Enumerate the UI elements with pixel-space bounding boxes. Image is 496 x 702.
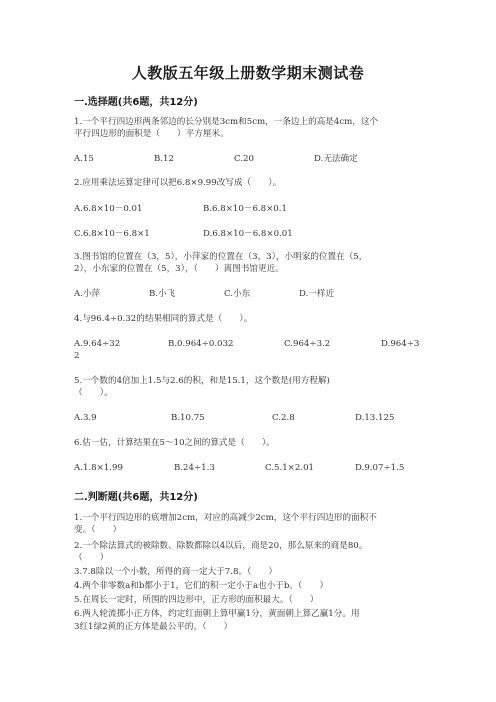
option-c: C.20 xyxy=(234,154,254,164)
judge-line: 变。（ ） xyxy=(74,525,122,535)
option-d-wrap: 2 xyxy=(74,351,80,361)
option-b: B.12 xyxy=(154,154,174,164)
question-line: （ ）。 xyxy=(74,388,113,398)
option-a: A.9.64÷32 xyxy=(74,339,121,349)
option-a: A.小萍 xyxy=(74,289,101,299)
option-c: C.964÷3.2 xyxy=(284,339,331,349)
page-title: 人教版五年级上册数学期末测试卷 xyxy=(131,64,365,82)
judge-line: 1.一个平行四边形的底增加2cm，对应的高减少2cm，这个平行四边形的面积不 xyxy=(74,513,377,523)
judge-line: （ ） xyxy=(74,553,109,563)
option-b: B.小飞 xyxy=(149,289,176,299)
judge-line: 3红1绿2黄的正方体是最公平的。（ ） xyxy=(74,622,233,632)
option-c: C.6.8×10－6.8×1 xyxy=(74,229,150,239)
option-a: A.1.8×1.99 xyxy=(74,463,123,473)
question-line: 6.估一估，计算结果在5～10之间的算式是（ ）。 xyxy=(74,438,275,448)
option-c: C.小东 xyxy=(224,289,251,299)
option-a: A.3.9 xyxy=(74,413,97,423)
question-line: 4.与96.4÷0.32的结果相同的算式是（ ）。 xyxy=(74,314,253,324)
judge-line: 2.一个除法算式的被除数、除数都除以4以后，商是20，那么原来的商是80。 xyxy=(74,541,368,551)
section-heading-choice: 一.选择题(共6题，共12分) xyxy=(74,97,198,108)
option-d: D.6.8×10－6.8×0.01 xyxy=(203,229,293,239)
option-c: C.5.1×2.01 xyxy=(265,463,315,473)
option-d: D.964÷3 xyxy=(381,339,420,349)
question-line: 平行四边形的面积是（ ）平方厘米。 xyxy=(74,129,229,139)
option-a: A.6.8×10－0.01 xyxy=(74,204,143,214)
option-b: B.0.964÷0.032 xyxy=(168,339,234,349)
question-line: 2），小东家的位置在（5，3），（ ）离图书馆更近。 xyxy=(74,264,284,274)
option-c: C.2.8 xyxy=(272,413,295,423)
question-line: 2.应用乘法运算定律可以把6.8×9.99改写成（ ）。 xyxy=(74,178,282,188)
section-heading-judge: 二.判断题(共6题，共12分) xyxy=(74,492,198,503)
option-d: D.13.125 xyxy=(355,413,395,423)
option-d: D.无法确定 xyxy=(314,154,358,164)
question-line: 1.一个平行四边形两条邻边的长分别是3cm和5cm，一条边上的高是4cm，这个 xyxy=(74,117,379,127)
option-d: D.一样近 xyxy=(299,289,335,299)
judge-line: 3.7.8除以一个小数，所得的商一定大于7.8。（ ） xyxy=(74,567,278,577)
option-d: D.9.07÷1.5 xyxy=(355,463,405,473)
judge-line: 6.两人轮流掷小正方体，约定红面朝上算甲赢1分，黄面朝上算乙赢1分。用 xyxy=(74,609,360,619)
question-line: 3.图书馆的位置在（3，5），小萍家的位置在（3，3），小明家的位置在（5， xyxy=(74,252,368,262)
option-b: B.6.8×10－6.8×0.1 xyxy=(203,204,287,214)
option-b: B.10.75 xyxy=(171,413,205,423)
option-b: B.24÷1.3 xyxy=(174,463,215,473)
option-a: A.15 xyxy=(74,154,94,164)
judge-line: 5.在周长一定时，所围的四边形中，正方形的面积最大。（ ） xyxy=(74,595,319,605)
judge-line: 4.两个非零数a和b都小于1，它们的积一定小于a也小于b。（ ） xyxy=(74,581,329,591)
question-line: 5.一个数的4倍加上1.5与2.6的积，和是15.1，这个数是(用方程解) xyxy=(74,376,330,386)
